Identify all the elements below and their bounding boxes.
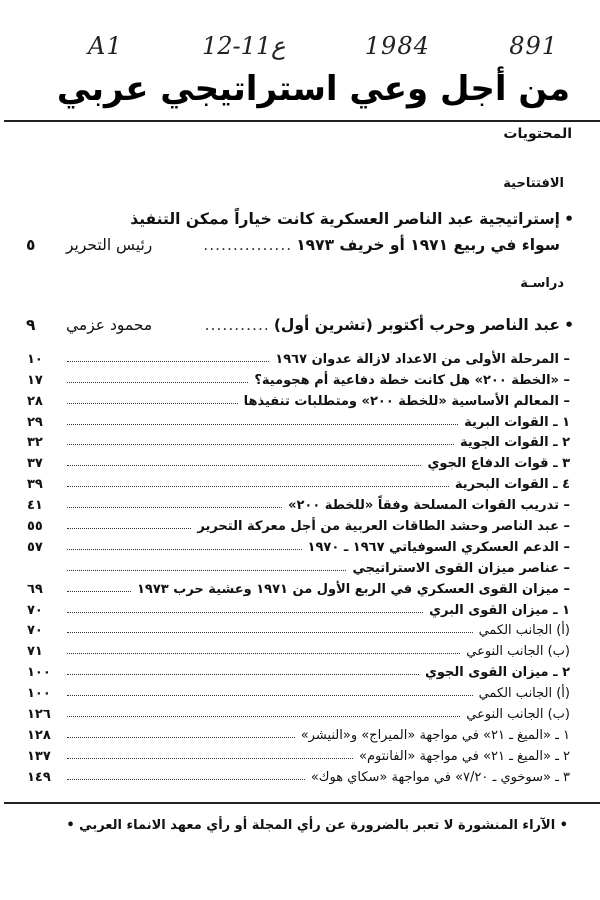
toc-entry[interactable] — [27, 597, 570, 618]
handwritten-issue: 12-11ع — [201, 32, 286, 60]
toc-entry-title: (أ) الجانب الكمي — [478, 686, 570, 702]
disclaimer-footnote: • الآراء المنشورة لا تعبر بالضرورة عن رأي المجلة أو رأي معهد الانماء العربي • — [66, 818, 568, 833]
leader-dots — [67, 486, 449, 487]
toc-entry[interactable] — [27, 367, 570, 388]
toc-entry-title: – الدعم العسكري السوفياتي ١٩٦٧ ـ ١٩٧٠ — [307, 539, 570, 555]
toc-entry-title: – المرحلة الأولى من الاعداد لازالة عدوان ١٩٦٧ — [275, 351, 570, 367]
page-number: ٥٧ — [27, 539, 43, 555]
feature-title-continued: سواء في ربيع ١٩٧١ أو خريف ١٩٧٣ — [296, 236, 560, 254]
toc-entry[interactable] — [27, 764, 570, 785]
page-number: ٦٩ — [27, 581, 43, 597]
toc-entry-title: ١ ـ القوات البرية — [464, 414, 570, 430]
top-divider — [4, 120, 600, 122]
toc-entry[interactable] — [27, 659, 570, 680]
bullet-icon: • — [564, 316, 574, 334]
toc-entry[interactable] — [27, 471, 570, 492]
page-number: ١٢٨ — [27, 727, 51, 743]
bullet-icon: • — [564, 210, 574, 228]
page-number: ٣٧ — [27, 456, 43, 472]
leader-dots — [67, 716, 460, 717]
leader-dots — [67, 758, 353, 759]
leader-dots: ........... — [204, 316, 270, 334]
toc-entry-title: – عناصر ميزان القوى الاستراتيجي — [352, 560, 570, 576]
leader-dots — [67, 549, 302, 550]
handwritten-annotation — [88, 32, 558, 60]
leader-dots — [67, 382, 248, 383]
leader-dots — [67, 591, 131, 592]
leader-dots — [67, 653, 460, 654]
leader-dots — [67, 444, 454, 445]
page-number: ١٧ — [27, 372, 43, 388]
page-number: ٩ — [26, 316, 36, 334]
toc-entry[interactable] — [27, 701, 570, 722]
leader-dots — [67, 528, 191, 529]
toc-entry[interactable] — [27, 576, 570, 597]
page-number: ٣٩ — [27, 477, 43, 493]
page-number: ٢٩ — [27, 414, 43, 430]
leader-dots: ............... — [203, 236, 293, 254]
page-number: ٧١ — [27, 644, 43, 660]
toc-entry-title: – تدريب القوات المسلحة وفقاً «للخطة ٢٠٠» — [288, 498, 570, 514]
leader-dots — [67, 632, 473, 633]
page-number: ١٤٩ — [27, 769, 51, 785]
leader-dots — [67, 361, 269, 362]
feature-entry-editorial[interactable] — [26, 210, 574, 262]
page-number: ٥ — [26, 236, 36, 254]
toc-entry-title: – عبد الناصر وحشد الطاقات العربية من أجل معركة التحرير — [197, 519, 570, 535]
leader-dots — [67, 737, 295, 738]
contents-heading: المحتويات — [503, 126, 572, 142]
toc-entry[interactable] — [27, 743, 570, 764]
toc-entry-title: (أ) الجانب الكمي — [478, 623, 570, 639]
page-number: ٧٠ — [27, 623, 43, 639]
handwritten-number: 891 — [509, 32, 558, 60]
toc-entry[interactable] — [27, 430, 570, 451]
toc-entry[interactable] — [27, 680, 570, 701]
toc-entry-title: (ب) الجانب النوعي — [466, 644, 570, 660]
page-number: ١٠ — [27, 351, 43, 367]
toc-entry[interactable] — [27, 450, 570, 471]
leader-dots — [67, 674, 419, 675]
leader-dots — [67, 570, 346, 571]
toc-entry[interactable] — [27, 346, 570, 367]
toc-entry-title: (ب) الجانب النوعي — [466, 707, 570, 723]
page-number: ١٠٠ — [27, 665, 51, 681]
leader-dots — [67, 612, 423, 613]
leader-dots — [67, 465, 421, 466]
handwritten-code: A1 — [88, 32, 123, 60]
toc-entry-title: ٢ ـ «الميغ ـ ٢١» في مواجهة «الفانتوم» — [359, 748, 570, 764]
toc-entry-title: ٢ ـ القوات الجوية — [460, 435, 570, 451]
toc-entry[interactable] — [27, 618, 570, 639]
page-number: ١٢٦ — [27, 707, 51, 723]
page-number: ٥٥ — [27, 519, 43, 535]
toc-entry[interactable] — [27, 388, 570, 409]
toc-entry[interactable] — [27, 722, 570, 743]
page-number: ٤١ — [27, 498, 43, 514]
toc-entry-title: ١ ـ ميزان القوى البري — [429, 602, 570, 618]
leader-dots — [67, 403, 238, 404]
leader-dots — [67, 779, 305, 780]
toc-entry[interactable] — [27, 409, 570, 430]
feature-author: رئيس التحرير — [66, 236, 153, 254]
feature-author: محمود عزمي — [66, 316, 153, 334]
toc-entry-title: – «الخطة ٢٠٠» هل كانت خطة دفاعية أم هجومية؟ — [254, 372, 570, 388]
page-number: ٢٨ — [27, 393, 43, 409]
leader-dots — [67, 507, 282, 508]
feature-title: إستراتيجية عبد الناصر العسكرية كانت خياراً ممكن التنفيذ — [130, 210, 560, 228]
toc-entry[interactable] — [27, 534, 570, 555]
toc-entry-title: ٤ ـ القوات البحرية — [454, 477, 570, 493]
page-number: ١٣٧ — [27, 748, 51, 764]
toc-entry[interactable] — [27, 513, 570, 534]
toc-entry[interactable] — [27, 638, 570, 659]
toc-entry-title: ٣ ـ قوات الدفاع الجوي — [427, 456, 570, 472]
page-number: ١٠٠ — [27, 686, 51, 702]
section-heading-editorial: الافتتاحية — [503, 176, 564, 191]
page-number: ٧٠ — [27, 602, 43, 618]
section-heading-study: دراسـة — [520, 276, 564, 291]
toc-entry-title: ٢ ـ ميزان القوى الجوي — [424, 665, 570, 681]
toc-entry[interactable] — [27, 555, 570, 576]
toc-entry[interactable] — [27, 492, 570, 513]
toc-entry-title: ١ ـ «الميغ ـ ٢١» في مواجهة «الميراج» و«النيشر» — [300, 727, 570, 743]
handwritten-year: 1984 — [364, 32, 430, 60]
leader-dots — [67, 695, 473, 696]
toc-entry-title: – المعالم الأساسية «للخطة ٢٠٠» ومتطلبات تنفيذها — [243, 393, 570, 409]
table-of-contents — [27, 346, 570, 785]
toc-entry-title: – ميزان القوى العسكري في الربع الأول من ١٩٧١ وعشية حرب ١٩٧٣ — [136, 581, 570, 597]
feature-entry-study[interactable] — [26, 316, 574, 342]
toc-entry-title: ٣ ـ «سوخوي ـ ٧/٢٠» في مواجهة «سكاي هوك» — [310, 769, 570, 785]
feature-title: عبد الناصر وحرب أكتوبر (تشرين أول) — [273, 316, 560, 334]
bottom-divider — [4, 802, 600, 804]
page-number: ٣٢ — [27, 435, 43, 451]
magazine-title: من أجل وعي استراتيجي عربي — [56, 69, 570, 109]
leader-dots — [67, 424, 458, 425]
